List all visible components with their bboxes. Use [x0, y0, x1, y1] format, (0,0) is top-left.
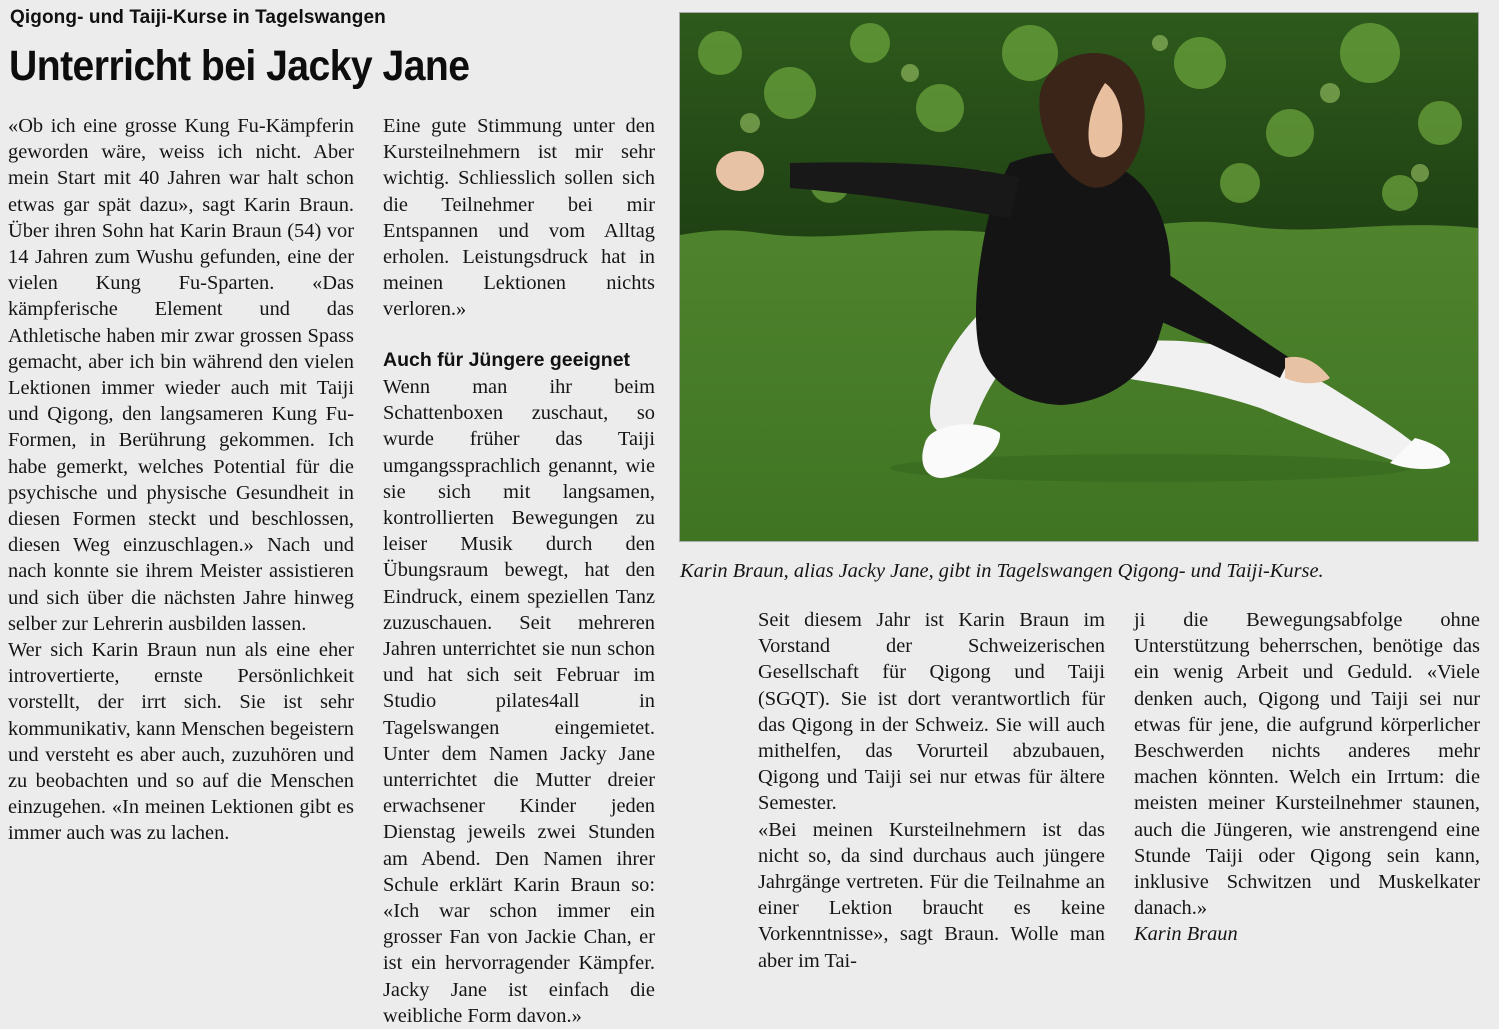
article-kicker: Qigong- und Taiji-Kurse in Tagelswangen	[10, 7, 386, 28]
author-signature: Karin Braun	[1134, 923, 1238, 946]
article-column-2-continued	[383, 374, 655, 1029]
article-headline: Unterricht bei Jacky Jane	[9, 42, 470, 90]
article-subheading: Auch für Jüngere geeignet	[383, 349, 631, 371]
photo-caption: Karin Braun, alias Jacky Jane, gibt in Tagelswangen Qigong- und Taiji-Kurse.	[680, 560, 1324, 582]
paragraph-atmosphere: Eine gute Stimmung unter den Kursteilnehmern ist mir sehr wichtig. Schliesslich sollen sich die Teilnehmer bei mir Entspannen und vom Alltag erholen. Leistungsdruck hat in meinen Lektionen nichts verloren.»	[383, 115, 655, 321]
article-photo	[679, 12, 1479, 542]
paragraph-personality: Wer sich Karin Braun nun als eine eher introvertierte, ernste Persönlichkeit vorstellt, der irrt sich. Sie ist sehr kommunikativ, kann Menschen begeistern und versteht es aber auch, zuzuhören und zu beobachten und so auf die Menschen einzugehen. «In meinen Lektionen gibt es immer auch was zu lachen.	[8, 639, 354, 845]
paragraph-participants: «Bei meinen Kursteilnehmern ist das nicht so, da sind durchaus auch jüngere Jahrgänge vertreten. Für die Teilnahme an einer Lektion braucht es keine Vorkenntnisse», sagt Braun. Wolle man aber im Tai-	[758, 818, 1105, 972]
taiji-pose-photo	[680, 13, 1478, 541]
paragraph-effort: ji die Bewegungsabfolge ohne Unterstützung beherrschen, benötige das ein wenig Arbeit und Geduld. «Viele denken auch, Qigong und Taiji sei nur etwas für jene, die aufgrund körperlicher Beschwerden nichts anderes mehr machen könnten. Welch ein Irrtum: die meisten meiner Kursteilnehmer staunen, auch die Jüngeren, wie anstrengend eine Stunde Taiji oder Qigong sein kann, inklusive Schwitzen und Muskelkater danach.»	[1134, 609, 1480, 920]
article-column-2	[383, 113, 655, 323]
article-column-1	[8, 113, 354, 847]
paragraph-sgqt: Seit diesem Jahr ist Karin Braun im Vorstand der Schweizerischen Gesellschaft für Qigong und Taiji (SGQT). Sie ist dort verantwortlich für das Qigong in der Schweiz. Sie will auch mithelfen, das Vorurteil abzubauen, Qigong und Taiji sei nur etwas für ältere Semester.	[758, 609, 1105, 815]
paragraph-shadowboxing: Wenn man ihr beim Schattenboxen zuschaut, so wurde früher das Taiji umgangssprachlich genannt, wie sie sich mit langsamen, kontrollierten Bewegungen zu leiser Musik durch den Übungsraum bewegt, hat den Eindruck, einem speziellen Tanz zuzuschauen. Seit mehreren Jahren unterrichtet sie nun schon und hat sich seit Februar im Studio pilates4all in Tagelswangen eingemietet. Unter dem Namen Jacky Jane unterrichtet die Mutter dreier erwachsener Kinder jeden Dienstag jeweils zwei Stunden am Abend. Den Namen ihrer Schule erklärt Karin Braun so: «Ich war schon immer ein grosser Fan von Jackie Chan, er ist ein hervorragender Kämpfer. Jacky Jane ist einfach die weibliche Form davon.»	[383, 376, 655, 1027]
article-column-3	[758, 607, 1105, 974]
paragraph-intro: «Ob ich eine grosse Kung Fu-Kämpferin geworden wäre, weiss ich nicht. Aber mein Start mit 40 Jahren war halt schon etwas gar spät dazu», sagt Karin Braun. Über ihren Sohn hat Karin Braun (54) vor 14 Jahren zum Wushu gefunden, eine der vielen Kung Fu-Sparten. «Das kämpferische Element und das Athletische haben mir zwar grossen Spass gemacht, aber ich bin während den vielen Lektionen immer wieder auch mit Taiji und Qigong, den langsameren Kung Fu-Formen, in Berührung gekommen. Ich habe gemerkt, welches Potential für die psychische und physische Gesundheit in diesen Formen steckt und beschlossen, diesen Weg einzuschlagen.» Nach und nach konnte sie ihrem Meister assistieren und sich über die nächsten Jahre hinweg selber zur Lehrerin ausbilden lassen.	[8, 115, 354, 635]
article-column-4	[1134, 607, 1480, 948]
